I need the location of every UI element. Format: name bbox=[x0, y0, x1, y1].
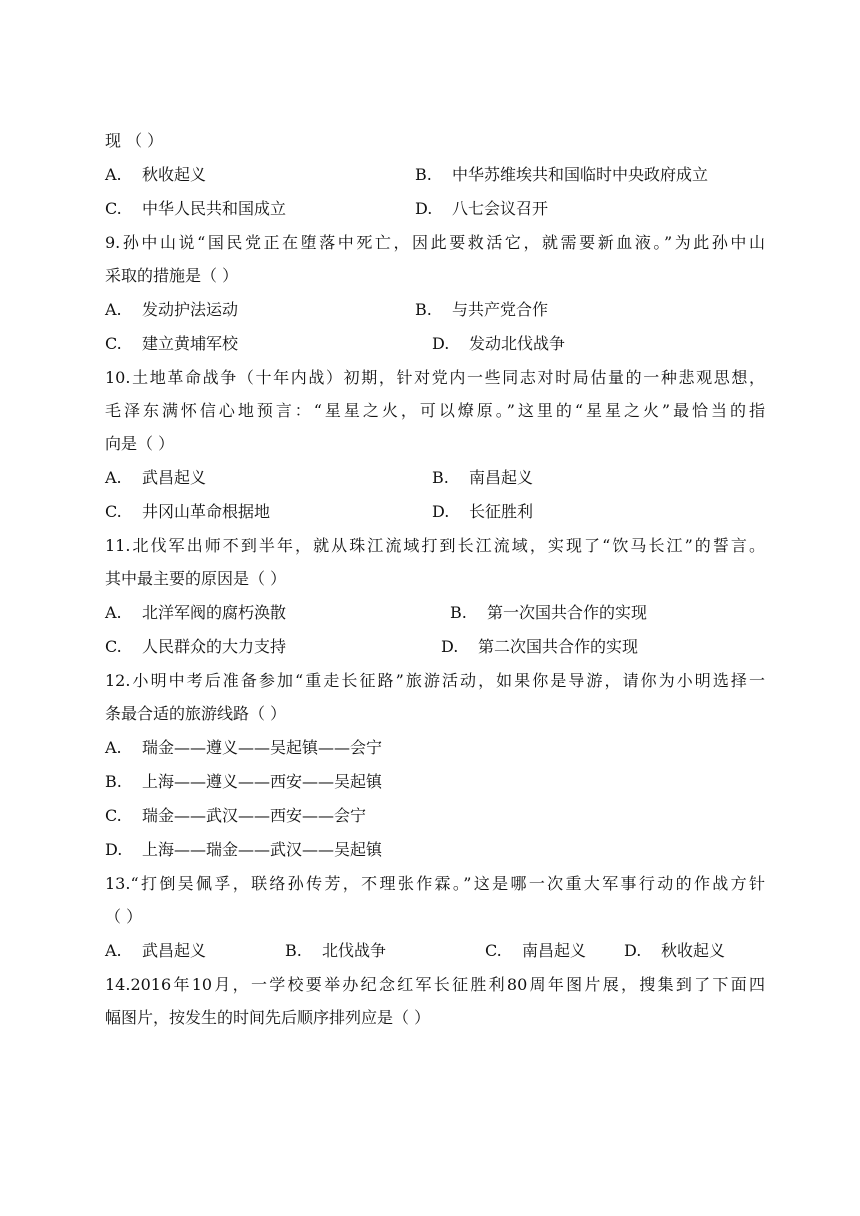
option-text: 人民群众的大力支持 bbox=[142, 637, 287, 656]
option-text: 建立黄埔军校 bbox=[142, 334, 239, 353]
q13-stem-line-1: 13.“打倒吴佩孚，联络孙传芳，不理张作霖。”这是哪一次重大军事行动的作战方针 bbox=[105, 874, 765, 893]
q10-option-c[interactable] bbox=[105, 501, 270, 523]
q10-stem-line-1: 10.土地革命战争（十年内战）初期，针对党内一些同志对时局估量的一种悲观思想， bbox=[105, 368, 765, 387]
q12-option-d[interactable] bbox=[105, 839, 382, 861]
option-letter: A. bbox=[105, 468, 122, 487]
q13-option-d[interactable] bbox=[624, 940, 725, 962]
q8-option-b[interactable] bbox=[415, 164, 708, 186]
option-text: 瑞金——遵义——吴起镇——会宁 bbox=[142, 738, 383, 757]
q13-option-a[interactable] bbox=[105, 940, 206, 962]
option-letter: D. bbox=[432, 502, 450, 521]
q14-stem-line-1: 14.2016年10月，一学校要举办纪念红军长征胜利80周年图片展，搜集到了下面四 bbox=[105, 975, 765, 994]
q11-option-b[interactable] bbox=[450, 602, 647, 624]
option-text: 北洋军阀的腐朽涣散 bbox=[142, 603, 287, 622]
option-text: 瑞金——武汉——西安——会宁 bbox=[142, 806, 367, 825]
option-text: 秋收起义 bbox=[661, 941, 726, 960]
q14-stem-line-2: 幅图片，按发生的时间先后顺序排列应是（ ） bbox=[105, 1008, 431, 1027]
q13-option-c[interactable] bbox=[485, 940, 586, 962]
q9-option-a[interactable] bbox=[105, 299, 238, 321]
q9-stem-line-2: 采取的措施是（ ） bbox=[105, 266, 239, 285]
option-letter: C. bbox=[105, 502, 122, 521]
option-letter: D. bbox=[432, 334, 450, 353]
q12-stem-line-2: 条最合适的旅游线路（ ） bbox=[105, 704, 287, 723]
q11-option-c[interactable] bbox=[105, 636, 286, 658]
q12-stem-line-1: 12.小明中考后准备参加“重走长征路”旅游活动，如果你是导游，请你为小明选择一 bbox=[105, 671, 765, 690]
option-letter: D. bbox=[105, 840, 123, 859]
q10-stem-line-3: 向是（ ） bbox=[105, 434, 175, 453]
option-letter: D. bbox=[415, 199, 433, 218]
q13-option-b[interactable] bbox=[285, 940, 386, 962]
option-letter: B. bbox=[415, 300, 432, 319]
option-letter: C. bbox=[105, 637, 122, 656]
option-letter: D. bbox=[441, 637, 459, 656]
q10-option-d[interactable] bbox=[432, 501, 533, 523]
option-text: 发动北伐战争 bbox=[469, 334, 566, 353]
q8-option-c[interactable] bbox=[105, 198, 286, 220]
q8-option-d[interactable] bbox=[415, 198, 548, 220]
q9-option-b[interactable] bbox=[415, 299, 548, 321]
option-letter: B. bbox=[105, 772, 122, 791]
option-letter: A. bbox=[105, 941, 122, 960]
option-text: 第二次国共合作的实现 bbox=[478, 637, 639, 656]
option-letter: C. bbox=[105, 806, 122, 825]
option-letter: A. bbox=[105, 300, 122, 319]
q12-option-c[interactable] bbox=[105, 805, 366, 827]
q12-option-b[interactable] bbox=[105, 771, 382, 793]
option-letter: A. bbox=[105, 603, 122, 622]
q9-option-d[interactable] bbox=[432, 333, 565, 355]
option-text: 八七会议召开 bbox=[452, 199, 549, 218]
q9-stem-line-1: 9.孙中山说“国民党正在堕落中死亡，因此要救活它，就需要新血液。”为此孙中山 bbox=[105, 233, 765, 252]
q11-option-a[interactable] bbox=[105, 602, 286, 624]
option-text: 北伐战争 bbox=[322, 941, 387, 960]
option-text: 武昌起义 bbox=[142, 468, 207, 487]
option-letter: B. bbox=[285, 941, 302, 960]
q11-stem-line-2: 其中最主要的原因是（ ） bbox=[105, 569, 287, 588]
option-text: 长征胜利 bbox=[469, 502, 534, 521]
q9-option-c[interactable] bbox=[105, 333, 238, 355]
option-letter: A. bbox=[105, 738, 122, 757]
option-text: 南昌起义 bbox=[469, 468, 534, 487]
q11-stem-line-1: 11.北伐军出师不到半年，就从珠江流域打到长江流域，实现了“饮马长江”的誓言。 bbox=[105, 536, 765, 555]
option-text: 与共产党合作 bbox=[452, 300, 549, 319]
q13-stem-line-2: （ ） bbox=[105, 907, 143, 926]
option-text: 南昌起义 bbox=[522, 941, 587, 960]
q10-option-b[interactable] bbox=[432, 467, 533, 489]
option-text: 第一次国共合作的实现 bbox=[487, 603, 648, 622]
option-letter: D. bbox=[624, 941, 642, 960]
q10-option-a[interactable] bbox=[105, 467, 206, 489]
option-text: 上海——瑞金——武汉——吴起镇 bbox=[142, 840, 383, 859]
option-letter: A. bbox=[105, 165, 122, 184]
option-text: 中华人民共和国成立 bbox=[142, 199, 287, 218]
q10-stem-line-2: 毛泽东满怀信心地预言：“星星之火，可以燎原。”这里的“星星之火”最恰当的指 bbox=[105, 401, 765, 420]
option-text: 上海——遵义——西安——吴起镇 bbox=[142, 772, 383, 791]
option-letter: B. bbox=[415, 165, 432, 184]
option-text: 武昌起义 bbox=[142, 941, 207, 960]
q12-option-a[interactable] bbox=[105, 737, 382, 759]
option-letter: B. bbox=[450, 603, 467, 622]
option-letter: B. bbox=[432, 468, 449, 487]
q8-option-a[interactable] bbox=[105, 164, 206, 186]
q8-stem-continuation: 现 （ ） bbox=[105, 131, 164, 150]
option-letter: C. bbox=[105, 334, 122, 353]
option-text: 秋收起义 bbox=[142, 165, 207, 184]
option-text: 发动护法运动 bbox=[142, 300, 239, 319]
option-text: 中华苏维埃共和国临时中央政府成立 bbox=[452, 165, 709, 184]
option-text: 井冈山革命根据地 bbox=[142, 502, 271, 521]
option-letter: C. bbox=[485, 941, 502, 960]
q11-option-d[interactable] bbox=[441, 636, 638, 658]
option-letter: C. bbox=[105, 199, 122, 218]
